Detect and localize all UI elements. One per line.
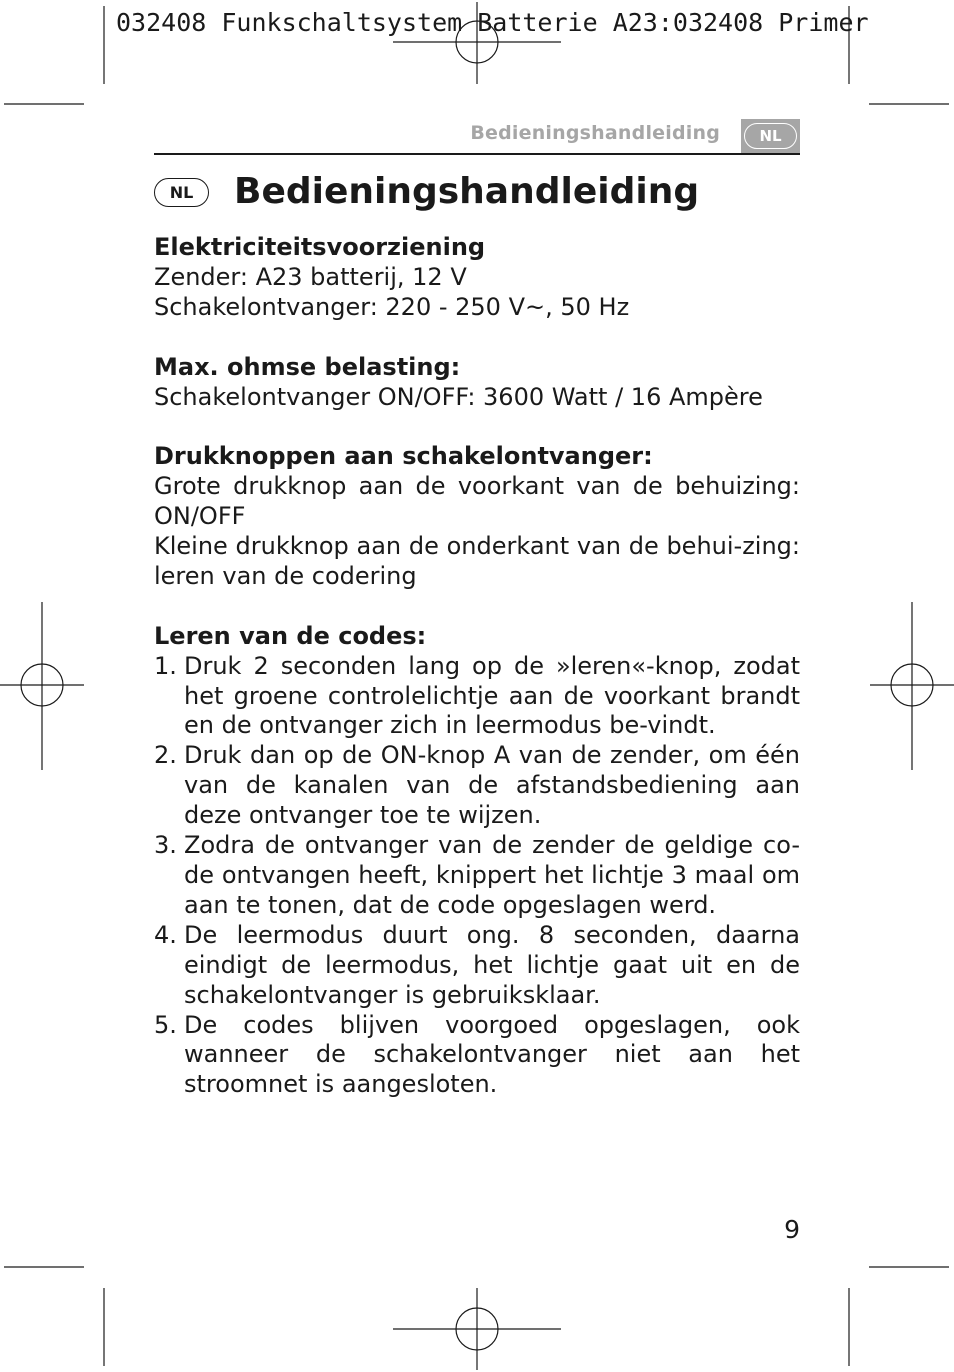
- spacer: [154, 323, 800, 353]
- step-number: 3.: [154, 831, 177, 860]
- spec-line: Schakelontvanger: 220 - 250 V~, 50 Hz: [154, 292, 630, 321]
- header-rule: [154, 153, 800, 155]
- section-learning-codes: [154, 622, 800, 1101]
- step-number: 4.: [154, 920, 177, 949]
- list-item: [154, 1011, 800, 1101]
- step-number: 2.: [154, 741, 177, 770]
- step-text: Druk dan op de ON-knop A van de zender, om één van de kanalen van de afstandsbediening aan deze ontvanger toe te wijzen.: [184, 741, 800, 830]
- list-item: [154, 921, 800, 1011]
- step-text: De codes blijven voorgoed opgeslagen, ook wanneer de schakelontvanger niet aan het stroomnet is aangesloten.: [184, 1010, 800, 1099]
- paragraph: Kleine drukknop aan de onderkant van de behui-zing: leren van de codering: [154, 532, 800, 590]
- list-item: [154, 831, 800, 921]
- step-text: De leermodus duurt ong. 8 seconden, daarna eindigt de leermodus, het lichtje gaat uit en de schakelontvanger is gebruiksklaar.: [184, 920, 800, 1009]
- steps-list: [154, 652, 800, 1101]
- spec-line: Zender: A23 batterij, 12 V: [154, 262, 467, 291]
- running-header-title: Bedieningshandleiding: [470, 122, 720, 144]
- title-language-badge: NL: [154, 178, 209, 207]
- section-heading: Drukknoppen aan schakelontvanger:: [154, 442, 653, 471]
- page-number: 9: [784, 1215, 800, 1244]
- spec-line: Schakelontvanger ON/OFF: 3600 Watt / 16 Ampère: [154, 382, 763, 411]
- section-push-buttons: [154, 442, 800, 592]
- section-max-load: [154, 353, 800, 413]
- document-body: [154, 233, 800, 1100]
- step-number: 5.: [154, 1010, 177, 1039]
- step-number: 1.: [154, 651, 177, 680]
- header-language-badge: [741, 119, 800, 153]
- paragraph: Grote drukknop aan de voorkant van de behuizing: ON/OFF: [154, 472, 800, 531]
- spacer: [154, 592, 800, 622]
- step-text: Zodra de ontvanger van de zender de geldige co-de ontvangen heeft, knippert het lichtje 3 maal om aan te tonen, dat de code opgeslagen werd.: [184, 831, 800, 919]
- header-language-label: NL: [744, 123, 797, 149]
- print-slug: 032408 Funkschaltsystem Batterie A23:032408 Primer: [116, 8, 869, 37]
- section-heading: Leren van de codes:: [154, 621, 427, 650]
- section-heading: Max. ohmse belasting:: [154, 352, 461, 381]
- spacer: [154, 412, 800, 442]
- step-text: Druk 2 seconden lang op de »leren«-knop, zodat het groene controlelichtje aan de voorkant brandt en de ontvanger zich in leermodus be-vindt.: [184, 651, 800, 740]
- list-item: [154, 741, 800, 831]
- page-title: Bedieningshandleiding: [234, 171, 700, 212]
- section-power-supply: [154, 233, 800, 323]
- list-item: [154, 652, 800, 742]
- section-heading: Elektriciteitsvoorziening: [154, 233, 486, 261]
